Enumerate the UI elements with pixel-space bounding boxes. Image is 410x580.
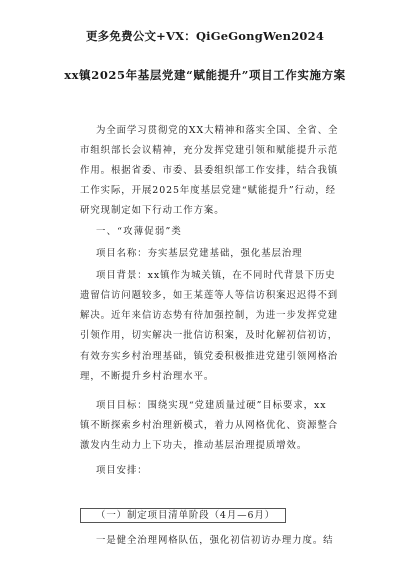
background-line-6: 理，不断提升乡村治理水平。: [80, 371, 215, 382]
background-line-2: 遗留信访问题较多，如王某莲等人等信访积案迟迟得不到: [80, 290, 339, 301]
document-title: xx镇2025年基层党建“赋能提升”项目工作实施方案: [64, 68, 346, 82]
intro-line-4: 工作实际，开展2025年度基层党建“赋能提升”行动，经: [80, 185, 336, 196]
background-line-3: 解决。近年来信访态势有待加强控制，为进一步发挥党建: [80, 310, 339, 321]
goal-line-1: 项目目标：围绕实现“党建质量过硬”目标要求，xx: [96, 400, 327, 411]
last-line: 一是健全治理网格队伍，强化初信初访办理力度。结: [96, 535, 334, 546]
intro-line-5: 研究现制定如下行动工作方案。: [80, 205, 225, 216]
background-line-4: 引领作用，切实解决一批信访积案，及时化解初信初访，: [80, 330, 339, 341]
intro-line-3: 作用。根据省委、市委、县委组织部工作安排，结合我镇: [80, 165, 339, 176]
background-line-5: 有效夯实乡村治理基础，镇党委积极推进党建引领网格治: [80, 351, 339, 362]
background-line-1: 项目背景：xx镇作为城关镇，在不同时代背景下历史: [96, 270, 336, 281]
arrangement-label: 项目安排：: [96, 465, 148, 476]
phase-one-heading: （一）制定项目清单阶段（4月—6月）: [96, 510, 276, 521]
intro-line-2: 市组织部长会议精神，充分发挥党建引领和赋能提升示范: [80, 145, 339, 156]
intro-line-1: 为全面学习贯彻党的XX大精神和落实全国、全省、全: [96, 125, 339, 136]
project-name: 项目名称：夯实基层党建基础，强化基层治理: [96, 248, 303, 259]
section-one-heading: 一、“攻薄促弱”类: [96, 226, 183, 237]
goal-line-2: 镇不断探索乡村治理新模式，着力从网格优化、资源整合: [80, 420, 339, 431]
goal-line-3: 激发内生动力上下功夫，推动基层治理提质增效。: [80, 440, 308, 451]
promo-header: 更多免费公文+VX：QiGeGongWen2024: [85, 29, 325, 43]
